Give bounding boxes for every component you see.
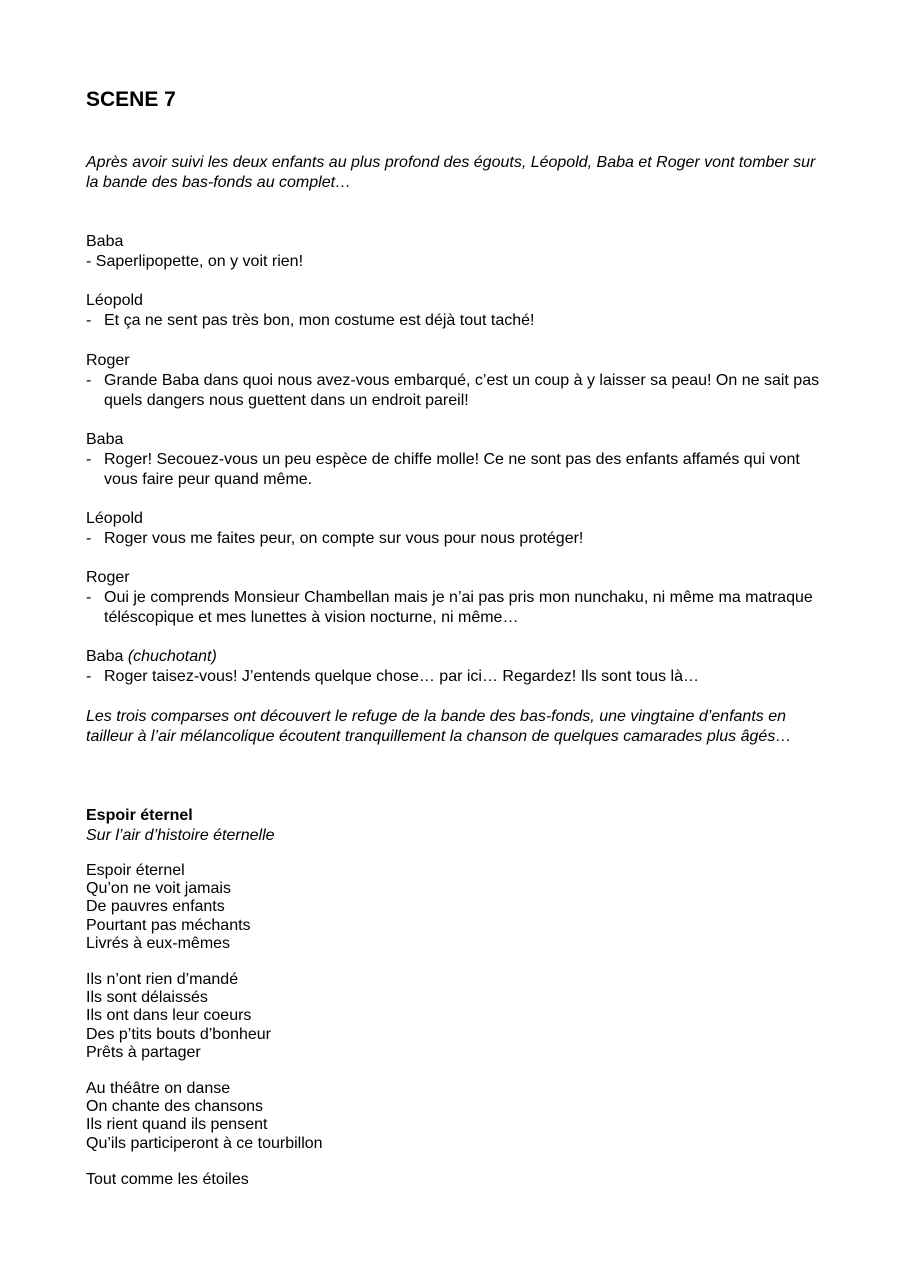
song-line: Espoir éternel	[86, 862, 185, 879]
dialogue-line	[86, 311, 826, 331]
dialogue-dash: -	[86, 530, 92, 547]
dialogue-line	[86, 450, 826, 490]
song-line: Tout comme les étoiles	[86, 1171, 249, 1188]
speaker-name-text: Baba	[86, 648, 124, 665]
speaker-name: Roger	[86, 569, 130, 586]
song-stanza	[86, 862, 251, 953]
dialogue-entry	[86, 232, 826, 272]
song-line: Ils rient quand ils pensent	[86, 1116, 268, 1134]
dialogue-text: Roger taisez-vous! J’entends quelque chose… par ici… Regardez! Ils sont tous là…	[104, 668, 699, 685]
song-stanza	[86, 1171, 249, 1189]
song-title: Espoir éternel	[86, 807, 193, 824]
dialogue-line	[86, 529, 826, 549]
song-line: Des p’tits bouts d’bonheur	[86, 1025, 271, 1043]
song-line: Qu’ils participeront à ce tourbillon	[86, 1134, 323, 1152]
scene-intro-stage-direction: Après avoir suivi les deux enfants au plus profond des égouts, Léopold, Baba et Roger vont tomber sur la bande des bas-fonds au complet…	[86, 154, 816, 191]
speaker-name: Baba	[86, 431, 124, 448]
dialogue-dash: -	[86, 668, 92, 685]
song-line: Ils sont délaissés	[86, 989, 208, 1007]
song-line: On chante des chansons	[86, 1098, 264, 1116]
song-line: Pourtant pas méchants	[86, 916, 251, 934]
stage-direction: Les trois comparses ont découvert le refuge de la bande des bas-fonds, une vingtaine d’enfants en tailleur à l’air mélancolique écoutent tranquillement la chanson de quelques camarades plus âgés…	[86, 708, 792, 745]
dialogue-dash: -	[86, 253, 92, 270]
dialogue-text: Grande Baba dans quoi nous avez-vous embarqué, c’est un coup à y laisser sa peau! On ne sait pas quels dangers nous guettent dans un endroit pareil!	[104, 372, 820, 409]
dialogue-text: Et ça ne sent pas très bon, mon costume est déjà tout taché!	[104, 312, 535, 329]
dialogue-text: Roger vous me faites peur, on compte sur vous pour nous protéger!	[104, 530, 584, 547]
dialogue-entry	[86, 291, 826, 331]
song-stanza	[86, 971, 271, 1062]
dialogue-entry	[86, 647, 826, 687]
scene-title: SCENE 7	[86, 88, 176, 111]
speaker-name: Léopold	[86, 510, 143, 527]
speaker-name: Léopold	[86, 292, 143, 309]
speaker-note: (chuchotant)	[127, 648, 217, 665]
dialogue-dash: -	[86, 372, 92, 389]
song-line: Prêts à partager	[86, 1043, 201, 1061]
dialogue-entry	[86, 509, 826, 549]
song-stanza	[86, 1080, 323, 1153]
dialogue-dash: -	[86, 451, 92, 468]
dialogue-dash: -	[86, 312, 92, 329]
speaker-name	[86, 647, 826, 667]
dialogue-line	[86, 667, 826, 687]
dialogue-line	[86, 252, 826, 272]
song-line: Ils ont dans leur coeurs	[86, 1007, 252, 1025]
dialogue-entry	[86, 430, 826, 490]
dialogue-text: Oui je comprends Monsieur Chambellan mais je n’ai pas pris mon nunchaku, ni même ma matraque téléscopique et mes lunettes à vision nocturne, ni même…	[104, 589, 813, 626]
speaker-name: Roger	[86, 352, 130, 369]
dialogue-line	[86, 588, 826, 628]
song-line: De pauvres enfants	[86, 898, 225, 916]
song-subtitle: Sur l’air d’histoire éternelle	[86, 827, 275, 844]
song-line: Au théâtre on danse	[86, 1080, 231, 1097]
song-line: Qu’on ne voit jamais	[86, 880, 231, 898]
dialogue-entry	[86, 351, 826, 411]
dialogue-entry	[86, 568, 826, 628]
dialogue-line	[86, 371, 826, 411]
dialogue-text: Roger! Secouez-vous un peu espèce de chiffe molle! Ce ne sont pas des enfants affamés qui vont vous faire peur quand même.	[104, 451, 800, 488]
song-line: Livrés à eux-mêmes	[86, 934, 231, 952]
speaker-name: Baba	[86, 233, 124, 250]
song-line: Ils n’ont rien d’mandé	[86, 971, 239, 988]
dialogue-text: Saperlipopette, on y voit rien!	[95, 253, 304, 270]
dialogue-dash: -	[86, 589, 92, 606]
